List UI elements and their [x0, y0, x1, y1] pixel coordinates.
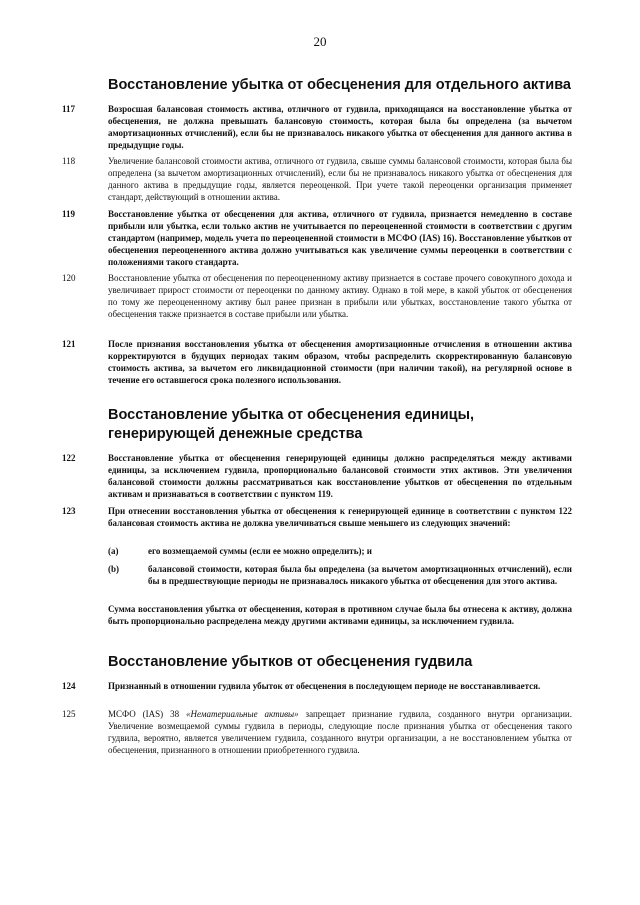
paragraph-119: [62, 208, 572, 268]
text-run: запрещает признание гудвила, созданного внутри организации. Увеличение возмещаемой суммы гудвила в периоды, следующие после признания убытка от обесценения такого гудвила, вероятно, является увеличением гудвила, созданного внутри организации, а не восстановлением убытка от обесценения, признанного в отношении приобретенного гудвила.: [108, 709, 572, 755]
paragraph-text: [108, 708, 572, 756]
paragraph-124: [62, 680, 572, 692]
subitem-a: [108, 545, 572, 557]
paragraph-number: 123: [62, 506, 76, 516]
section-heading: [108, 406, 474, 444]
subitem-text: балансовой стоимости, которая была бы определена (за вычетом амортизационных отчислений), если бы в предшествующие периоды не признавалось никакого убытка от обесценения для этого актива.: [148, 564, 572, 586]
paragraph-123: [62, 505, 572, 529]
paragraph-text: Восстановление убытка от обесценения генерирующей единицы должно распределяться между активами единицы, за исключением гудвила, пропорционально балансовой стоимости этих активов. Эти увеличения балансовой стоимости должны рассматриваться как восстановление убытков от обесценения по отдельным активам и признаваться в соответствии с пунктом 119.: [108, 453, 572, 499]
paragraph-117: [62, 103, 572, 151]
paragraph-text: После признания восстановления убытка от обесценения амортизационные отчисления в отношении актива корректируются в будущих периодах таким образом, чтобы распределить скорректированную балансовую стоимость актива, за вычетом его ликвидационной стоимости (при наличии такой), на регулярной основе в течение его оставшегося срока полезного использования.: [108, 339, 572, 385]
paragraph-number: 117: [62, 104, 76, 114]
section-heading: Восстановление убытков от обесценения гудвила: [108, 654, 473, 670]
text-run: МСФО (IAS) 38: [108, 709, 187, 719]
standard-title: «Нематериальные активы»: [186, 709, 299, 719]
subitem-label: (a): [108, 546, 119, 556]
paragraph-number: 120: [62, 273, 76, 283]
page-number: 20: [313, 34, 327, 49]
paragraph-text: Возросшая балансовая стоимость актива, отличного от гудвила, приходящаяся на восстановление убытка от обесценения, не должна превышать балансовую стоимость, которая была бы определена (за вычетом амортизационных отчислений), если бы не признавалось никакого убытка от обесценения для данного актива в предыдущие годы.: [108, 104, 572, 150]
section-heading-line: генерирующей денежные средства: [108, 426, 363, 442]
paragraph-118: [62, 155, 572, 203]
paragraph-number: 125: [62, 709, 76, 719]
paragraph-number: 119: [62, 209, 76, 219]
subitem-label: (b): [108, 564, 119, 574]
paragraph-122: [62, 452, 572, 500]
paragraph-text: Признанный в отношении гудвила убыток от обесценения в последующем периоде не восстанавливается.: [108, 681, 541, 691]
paragraph-number: 121: [62, 339, 76, 349]
paragraph-number: 122: [62, 453, 76, 463]
paragraph-number: 124: [62, 681, 76, 691]
section-heading-line: Восстановление убытка от обесценения единицы,: [108, 407, 474, 423]
paragraph-text: Восстановление убытка от обесценения для актива, отличного от гудвила, признается немедленно в составе прибыли или убытка, если только актив не учитывается по переоцененной стоимости в соответствии с другим стандартом (например, модель учета по переоцененной стоимости в МСФО (IAS) 16). Восстановление убытков от обесценения переоцененного актива должно учитываться как увеличение суммы переоценки в соответствии с положениями такого стандарта.: [108, 209, 572, 267]
paragraph-120: [62, 272, 572, 320]
paragraph-number: 118: [62, 156, 76, 166]
paragraph-121: [62, 338, 572, 386]
paragraph-text: Увеличение балансовой стоимости актива, отличного от гудвила, свыше суммы балансовой стоимости, которая была бы определена (за вычетом амортизационных отчислений), если бы не признавалось никакого убытка от обесценения для данного актива в предыдущие годы, является переоценкой. При учете такой переоценки организация применяет стандарт, действующий в отношении актива.: [108, 156, 572, 202]
allocation-note: Сумма восстановления убытка от обесценения, которая в противном случае была бы отнесена к активу, должна быть пропорционально распределена между другими активами единицы, за исключением гудвила.: [108, 604, 572, 626]
paragraph-text: При отнесении восстановления убытка от обесценения к генерирующей единице в соответствии с пунктом 122 балансовая стоимость актива не должна увеличиваться свыше меньшего из следующих значений:: [108, 506, 572, 528]
paragraph-125: [62, 708, 572, 756]
subitem-b: [108, 563, 572, 587]
paragraph-text: Восстановление убытка от обесценения по переоцененному активу признается в составе прочего совокупного дохода и увеличивает прирост стоимости от переоценки по данному активу. Однако в той мере, в какой убыток от обесценения по тому же переоцененному активу был ранее признан в прибыли или убытках, восстановление такого убытка от обесценения также признается в составе прибыли или убытка.: [108, 273, 572, 319]
subitem-text: его возмещаемой суммы (если ее можно определить); и: [148, 546, 372, 556]
section-heading: Восстановление убытка от обесценения для отдельного актива: [108, 77, 571, 93]
